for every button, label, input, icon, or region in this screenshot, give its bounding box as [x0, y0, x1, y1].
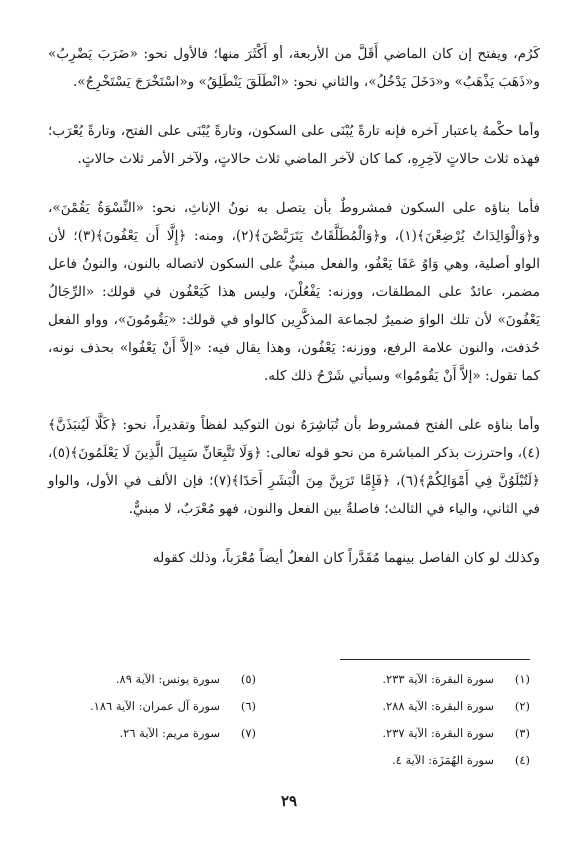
page-body [48, 40, 540, 572]
footnote-number: (٦) [240, 699, 257, 713]
footnote-text: سورة البقرة: الآية ٢٣٣. [382, 672, 494, 686]
footnote-text: سورة مريم: الآية ٢٦. [119, 726, 221, 740]
footnote-column-right [382, 666, 530, 774]
footnote-item [90, 666, 256, 693]
paragraph: كَرُم، ويفتح إن كان الماضي أَقَلَّ من الأربعة، أو أَكْثَرَ منها؛ فالأول نحو: «ضَرَبَ يَضْرِبُ» و«ذَهَبَ يَذْهَبُ» و«دَخَلَ يَدْخُلُ»، والثاني نحو: «انْطَلَقَ يَنْطَلِقُ» و«اسْتَخْرَجَ يَسْتَخْرِجُ». [48, 46, 540, 90]
footnote-text: سورة البقرة: الآية ٢٣٧. [382, 726, 494, 740]
footnotes [90, 666, 530, 774]
footnote-number: (٧) [240, 726, 257, 740]
footnote-item [382, 720, 530, 747]
footnote-item [382, 747, 530, 774]
footnote-text: سورة آل عمران: الآية ١٨٦. [90, 699, 221, 713]
footnote-number: (٣) [514, 726, 530, 740]
page-number: ٢٩ [280, 792, 298, 810]
paragraph: وأما بناؤه على الفتح فمشروط بأن تُبَاشِرَهُ نون التوكيد لفظاً وتقديراً، نحو: ﴿كَلَّا لَيُنبَذَنَّ﴾(٤)، واحترزت بذكر المباشرة من نحو قوله تعالى: ﴿وَلَا تَتَّبِعَانِّ سَبِيلَ الَّذِينَ لَا يَعْلَمُونَ﴾(٥)، ﴿لَتُبْلَوُنَّ فِي أَمْوَالِكُمْ﴾(٦)، ﴿فَإِمَّا تَرَيِنَّ مِنَ الْبَشَرِ أَحَدًا﴾(٧)؛ فإن الألف في الأول، والواو في الثاني، والياء في الثالث؛ فاصلةٌ بين الفعل والنون، فهو مُعْرَبٌ، لا مبنيٌّ. [48, 417, 540, 517]
footnote-separator [340, 659, 530, 660]
paragraph: وكذلك لو كان الفاصل بينهما مُقَدَّراً كان الفعلُ أيضاً مُعْرَباً، وذلك كقوله [152, 550, 540, 566]
footnote-number: (٥) [240, 672, 257, 686]
footnote-item [382, 693, 530, 720]
paragraph: وأما حكْمهُ باعتبار آخره فإنه تارةً يُبْنَى على السكون، وتارةً يُبْنَى على الفتح، وتارةً يُعْرَب؛ فهذه ثلاث حالاتٍ لآخِرِهِ، كما كان لآخر الماضي ثلاث حالاتٍ، ولآخر الأمر ثلاث حالاتٍ. [48, 123, 540, 167]
footnote-text: سورة البقرة: الآية ٢٨٨. [382, 699, 494, 713]
footnote-number: (٢) [514, 699, 530, 713]
footnote-item [90, 720, 256, 747]
footnote-number: (٤) [514, 753, 530, 767]
footnote-item [382, 666, 530, 693]
footnote-text: سورة الهُمَزَة: الآية ٤. [392, 753, 494, 767]
paragraph: فأما بناؤه على السكون فمشروطٌ بأن يتصل به نونُ الإناثِ، نحو: «النِّسْوَةُ يَقُمْنَ»، و﴿وَالْوَالِدَاتُ يُرْضِعْنَ﴾(١)، و﴿وَالْمُطَلَّقَاتُ يَتَرَبَّصْنَ﴾(٢)، ومنه: ﴿إِلَّا أَن يَعْفُونَ﴾(٣)؛ لأن الواو أصلية، وهي وَاوُ عَفَا يَعْفُو، والفعل مبنيٌّ على السكون لاتصاله بالنون، والنونُ فاعل مضمر، عائدٌ على المطلقات، ووزنه: يَفْعُلْنَ، وليس هذا كَيَعْفُون في قولك: «الرِّجَالُ يَعْفُونَ» لأن تلك الواوَ ضميرٌ لجماعة المذكَّرِين كالواو في قولك: «يَقُومُونَ»، وواو الفعل حُذفت، والنون علامة الرفع، ووزنه: يَعْفُون، وهذا يقال فيه: «إلاَّ أَنْ يَعْفُوا» بحذف نونه، كما تقول: «إلاَّ أَنْ يَقُومُوا» وسيأتي شَرْحُ ذلك كله. [48, 200, 540, 384]
footnote-number: (١) [514, 672, 530, 686]
footnote-item [90, 693, 256, 720]
footnote-column-left [90, 666, 256, 774]
footnote-text: سورة يونس: الآية ٨٩. [115, 672, 221, 686]
